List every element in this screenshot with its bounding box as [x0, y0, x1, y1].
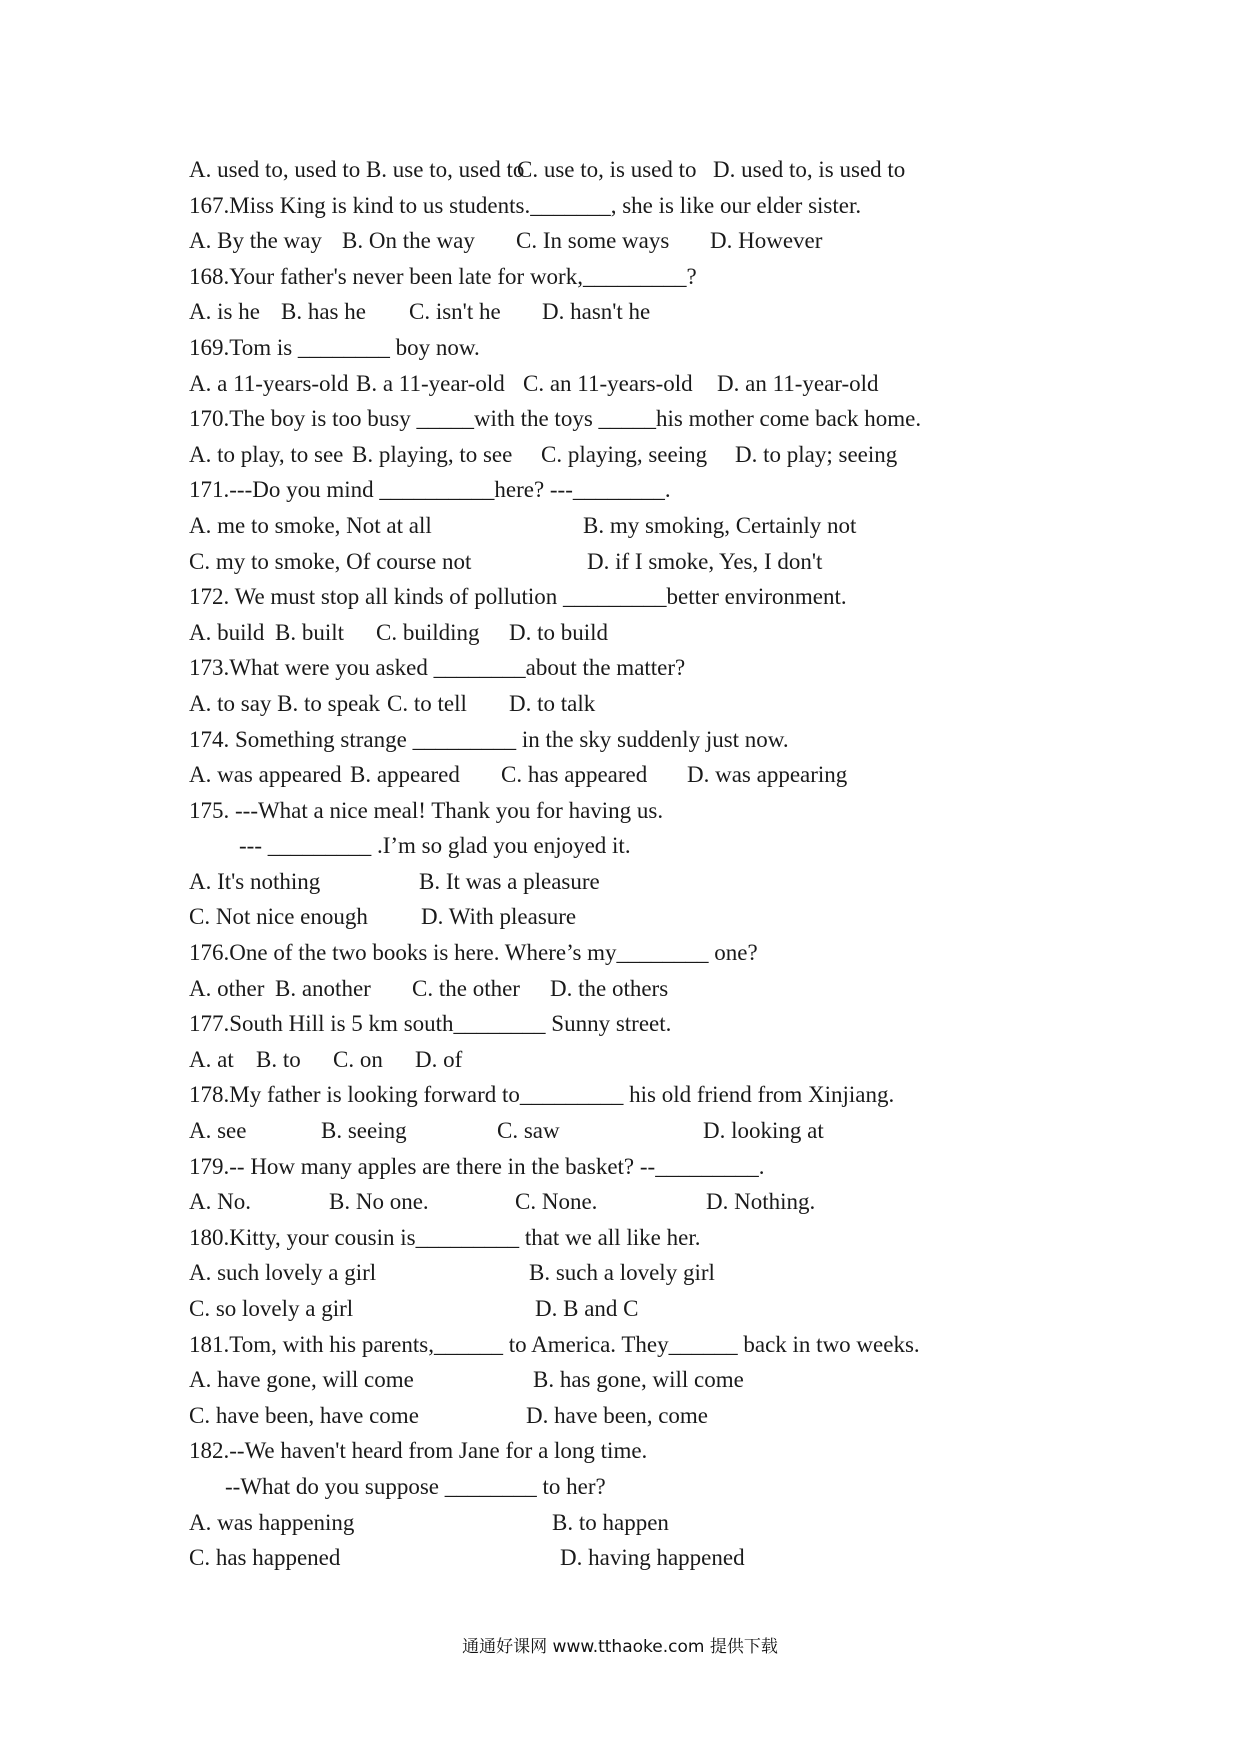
answer-options-row [189, 1291, 1049, 1327]
exam-page [189, 152, 1049, 1576]
question-text: 172. We must stop all kinds of pollution _________better environment. [189, 584, 847, 610]
answer-option: C. Not nice enough [189, 904, 368, 930]
answer-options-row [189, 544, 1049, 580]
answer-option: A. me to smoke, Not at all [189, 512, 432, 538]
question-text: 179.-- How many apples are there in the basket? --_________. [189, 1153, 765, 1179]
answer-option: D. having happened [560, 1545, 745, 1571]
question-text: 173.What were you asked ________about the matter? [189, 655, 686, 681]
answer-options-row [189, 1184, 1049, 1220]
answer-option: A. is he [189, 299, 260, 325]
answer-options-row [189, 223, 1049, 259]
answer-options-row [189, 1398, 1049, 1434]
answer-option: B. built [275, 619, 345, 645]
answer-options-row [189, 1362, 1049, 1398]
answer-options-row [189, 1505, 1049, 1541]
answer-option: B. No one. [329, 1189, 429, 1215]
answer-options-row [189, 152, 1049, 188]
question-text: 181.Tom, with his parents,______ to America. They______ back in two weeks. [189, 1331, 920, 1357]
question-text: 167.Miss King is kind to us students._______, she is like our elder sister. [189, 192, 862, 218]
answer-option: C. isn't he [409, 299, 501, 325]
answer-option: D. of [415, 1046, 463, 1072]
answer-option: B. such a lovely girl [529, 1260, 715, 1286]
answer-option: C. use to, is used to [517, 157, 697, 182]
question-text: 174. Something strange _________ in the sky suddenly just now. [189, 726, 789, 752]
answer-options-row [189, 366, 1049, 402]
answer-options-row [189, 1042, 1049, 1078]
answer-option: A. was appeared [189, 762, 342, 788]
answer-option: A. have gone, will come [189, 1367, 414, 1393]
answer-option: B. a 11-year-old [356, 370, 505, 396]
answer-option: B. playing, to see [352, 441, 513, 467]
answer-options-row [189, 437, 1049, 473]
answer-option: A. at [189, 1046, 234, 1072]
answer-option: D. However [710, 228, 823, 254]
question-text: 170.The boy is too busy _____with the toys _____his mother come back home. [189, 406, 922, 432]
answer-options-row [189, 508, 1049, 544]
answer-option: C. has appeared [501, 762, 648, 788]
answer-option: B. seeing [321, 1118, 407, 1144]
question-text: 176.One of the two books is here. Where’s my________ one? [189, 940, 758, 966]
answer-option: A. No. [189, 1189, 251, 1215]
answer-option: A. such lovely a girl [189, 1260, 377, 1286]
answer-option: C. playing, seeing [541, 441, 708, 467]
question-text: 168.Your father's never been late for work,_________? [189, 263, 697, 289]
question-text: --- _________ .I’m so glad you enjoyed it. [239, 833, 631, 859]
answer-option: C. None. [515, 1189, 598, 1215]
answer-options-row [189, 757, 1049, 793]
answer-option: B. another [275, 975, 371, 1001]
answer-option: A. was happening [189, 1509, 355, 1535]
answer-option: A. see [189, 1118, 247, 1144]
answer-option: B. to [256, 1046, 301, 1072]
answer-option: D. to talk [509, 690, 596, 716]
answer-option: C. saw [497, 1118, 560, 1144]
answer-options-row [189, 615, 1049, 651]
page-footer: 通通好课网 www.tthaoke.com 提供下载 [462, 1637, 778, 1657]
answer-option: B. to happen [552, 1509, 669, 1535]
answer-option: C. so lovely a girl [189, 1296, 354, 1321]
answer-options-row [189, 294, 1049, 330]
answer-option: D. hasn't he [542, 299, 651, 325]
answer-option: D. the others [550, 975, 669, 1001]
answer-option: D. have been, come [526, 1402, 709, 1428]
question-text: 175. ---What a nice meal! Thank you for having us. [189, 797, 664, 823]
answer-option: C. have been, have come [189, 1402, 419, 1428]
answer-option: B. appeared [350, 762, 460, 788]
question-text: --What do you suppose ________ to her? [225, 1473, 606, 1499]
answer-option: C. has happened [189, 1545, 341, 1571]
answer-option: C. the other [412, 975, 520, 1001]
answer-option: C. In some ways [516, 228, 670, 254]
answer-options-row [189, 971, 1049, 1007]
answer-option: B. It was a pleasure [419, 868, 600, 894]
answer-option: C. building [376, 619, 480, 645]
answer-option: D. B and C [535, 1296, 639, 1321]
question-text: 171.---Do you mind __________here? ---________. [189, 477, 671, 503]
answer-option: A. By the way [189, 228, 322, 254]
answer-option: A. build [189, 619, 265, 645]
answer-option: C. an 11-years-old [523, 370, 693, 396]
answer-option: A. other [189, 975, 265, 1001]
answer-options-row [189, 686, 1049, 722]
answer-option: A. to say B. to speak [189, 690, 381, 716]
answer-options-row [189, 864, 1049, 900]
question-text: 169.Tom is ________ boy now. [189, 334, 480, 360]
answer-option: D. if I smoke, Yes, I don't [587, 548, 823, 574]
answer-option: D. With pleasure [421, 904, 577, 930]
answer-option: D. Nothing. [706, 1189, 816, 1215]
answer-option: D. an 11-year-old [717, 370, 879, 396]
answer-option: D. used to, is used to [713, 157, 906, 182]
answer-options-row [189, 1540, 1049, 1576]
answer-option: B. has he [281, 299, 366, 325]
answer-option: D. was appearing [687, 762, 848, 788]
answer-option: B. my smoking, Certainly not [583, 512, 857, 538]
answer-option: D. to build [509, 619, 609, 645]
answer-option: D. to play; seeing [735, 441, 898, 467]
answer-option: C. my to smoke, Of course not [189, 548, 472, 574]
question-text: 180.Kitty, your cousin is_________ that we all like her. [189, 1224, 701, 1250]
answer-option: B. has gone, will come [533, 1367, 744, 1393]
answer-option: C. on [333, 1046, 383, 1072]
question-text: 177.South Hill is 5 km south________ Sunny street. [189, 1011, 672, 1037]
question-text: 182.--We haven't heard from Jane for a long time. [189, 1438, 648, 1464]
answer-options-row [189, 1255, 1049, 1291]
answer-option: A. to play, to see [189, 441, 344, 467]
answer-option: B. On the way [342, 228, 475, 254]
answer-option: A. a 11-years-old [189, 370, 349, 396]
question-text: 178.My father is looking forward to_________ his old friend from Xinjiang. [189, 1082, 895, 1108]
answer-options-row [189, 899, 1049, 935]
answer-option: C. to tell [387, 690, 467, 716]
answer-options-row [189, 1113, 1049, 1149]
answer-option: A. used to, used to B. use to, used to [189, 157, 525, 182]
answer-option: A. It's nothing [189, 868, 321, 894]
answer-option: D. looking at [703, 1118, 824, 1144]
